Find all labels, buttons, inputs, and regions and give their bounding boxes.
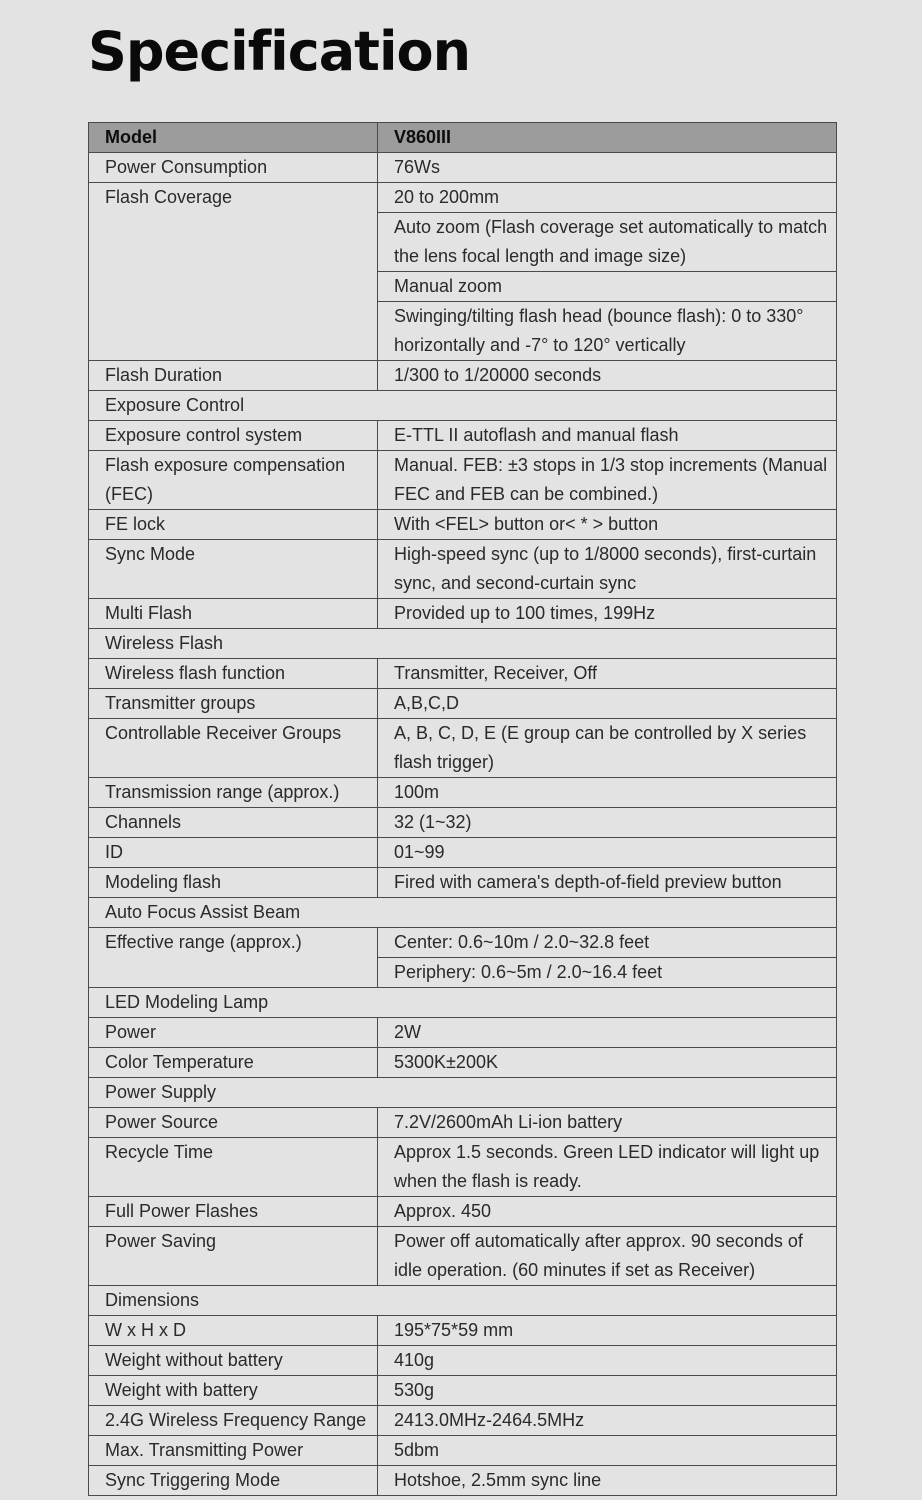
section-heading: Wireless Flash — [89, 629, 837, 659]
page-title: Specification — [88, 20, 471, 83]
row-label: 2.4G Wireless Frequency Range — [89, 1406, 378, 1436]
row-label: Wireless flash function — [89, 659, 378, 689]
row-value: Transmitter, Receiver, Off — [378, 659, 837, 689]
table-row — [89, 1406, 837, 1436]
table-row — [89, 421, 837, 451]
row-label: Power Source — [89, 1108, 378, 1138]
section-heading: LED Modeling Lamp — [89, 988, 837, 1018]
row-label: Controllable Receiver Groups — [89, 719, 378, 778]
row-value: A, B, C, D, E (E group can be controlled by X series flash trigger) — [378, 719, 837, 778]
row-value: 2413.0MHz-2464.5MHz — [378, 1406, 837, 1436]
row-value: Manual zoom — [378, 272, 837, 302]
row-value: Approx 1.5 seconds. Green LED indicator will light up when the flash is ready. — [378, 1138, 837, 1197]
row-value: 76Ws — [378, 153, 837, 183]
row-label: ID — [89, 838, 378, 868]
table-row — [89, 451, 837, 510]
row-label: Weight without battery — [89, 1346, 378, 1376]
row-value: 2W — [378, 1018, 837, 1048]
row-value: 32 (1~32) — [378, 808, 837, 838]
row-label: Flash Duration — [89, 361, 378, 391]
table-row — [89, 1466, 837, 1496]
row-label: Full Power Flashes — [89, 1197, 378, 1227]
section-row — [89, 1078, 837, 1108]
row-label: Sync Triggering Mode — [89, 1466, 378, 1496]
table-row — [89, 778, 837, 808]
row-label: Transmission range (approx.) — [89, 778, 378, 808]
section-row — [89, 988, 837, 1018]
table-row — [89, 1108, 837, 1138]
table-row — [89, 599, 837, 629]
table-row — [89, 361, 837, 391]
table-header-row — [89, 123, 837, 153]
header-model-value: V860III — [378, 123, 837, 153]
section-heading: Dimensions — [89, 1286, 837, 1316]
section-heading: Power Supply — [89, 1078, 837, 1108]
row-label: Sync Mode — [89, 540, 378, 599]
row-value: 410g — [378, 1346, 837, 1376]
row-value: Swinging/tilting flash head (bounce flash): 0 to 330° horizontally and -7° to 120° vertically — [378, 302, 837, 361]
table-row — [89, 1376, 837, 1406]
row-value: Fired with camera's depth-of-field preview button — [378, 868, 837, 898]
row-value: 20 to 200mm — [378, 183, 837, 213]
row-value: With <FEL> button or< * > button — [378, 510, 837, 540]
table-row — [89, 183, 837, 213]
table-row — [89, 1346, 837, 1376]
row-value: Power off automatically after approx. 90 seconds of idle operation. (60 minutes if set as Receiver) — [378, 1227, 837, 1286]
spec-table — [88, 122, 837, 1496]
row-label: Power Consumption — [89, 153, 378, 183]
section-row — [89, 898, 837, 928]
row-value: 195*75*59 mm — [378, 1316, 837, 1346]
row-value: Approx. 450 — [378, 1197, 837, 1227]
table-row — [89, 1436, 837, 1466]
table-row — [89, 510, 837, 540]
table-row — [89, 153, 837, 183]
table-row — [89, 1197, 837, 1227]
row-value: Manual. FEB: ±3 stops in 1/3 stop increments (Manual FEC and FEB can be combined.) — [378, 451, 837, 510]
table-row — [89, 928, 837, 958]
row-label: Multi Flash — [89, 599, 378, 629]
row-value: Center: 0.6~10m / 2.0~32.8 feet — [378, 928, 837, 958]
table-row — [89, 659, 837, 689]
row-label: Color Temperature — [89, 1048, 378, 1078]
row-label: Power — [89, 1018, 378, 1048]
table-row — [89, 808, 837, 838]
table-row — [89, 719, 837, 778]
row-label: Exposure control system — [89, 421, 378, 451]
row-label: W x H x D — [89, 1316, 378, 1346]
row-label: Recycle Time — [89, 1138, 378, 1197]
section-row — [89, 1286, 837, 1316]
row-label: Power Saving — [89, 1227, 378, 1286]
row-value: 5dbm — [378, 1436, 837, 1466]
table-row — [89, 868, 837, 898]
row-label: Flash exposure compensation (FEC) — [89, 451, 378, 510]
section-heading: Auto Focus Assist Beam — [89, 898, 837, 928]
row-label: Effective range (approx.) — [89, 928, 378, 988]
row-value: Provided up to 100 times, 199Hz — [378, 599, 837, 629]
table-row — [89, 689, 837, 719]
row-value: 100m — [378, 778, 837, 808]
section-heading: Exposure Control — [89, 391, 837, 421]
row-value: Hotshoe, 2.5mm sync line — [378, 1466, 837, 1496]
row-label: Weight with battery — [89, 1376, 378, 1406]
row-value: E-TTL II autoflash and manual flash — [378, 421, 837, 451]
table-row — [89, 540, 837, 599]
table-row — [89, 1138, 837, 1197]
section-row — [89, 629, 837, 659]
row-label: Max. Transmitting Power — [89, 1436, 378, 1466]
row-value: A,B,C,D — [378, 689, 837, 719]
row-value: 7.2V/2600mAh Li-ion battery — [378, 1108, 837, 1138]
row-value: Periphery: 0.6~5m / 2.0~16.4 feet — [378, 958, 837, 988]
row-value: Auto zoom (Flash coverage set automatically to match the lens focal length and image size) — [378, 213, 837, 272]
table-row — [89, 1316, 837, 1346]
row-value: 1/300 to 1/20000 seconds — [378, 361, 837, 391]
header-model-label: Model — [89, 123, 378, 153]
row-label: Flash Coverage — [89, 183, 378, 361]
table-row — [89, 1227, 837, 1286]
row-label: Channels — [89, 808, 378, 838]
row-label: Modeling flash — [89, 868, 378, 898]
row-label: Transmitter groups — [89, 689, 378, 719]
row-value: 01~99 — [378, 838, 837, 868]
table-row — [89, 1048, 837, 1078]
row-value: 530g — [378, 1376, 837, 1406]
row-value: 5300K±200K — [378, 1048, 837, 1078]
table-row — [89, 1018, 837, 1048]
row-label: FE lock — [89, 510, 378, 540]
row-value: High-speed sync (up to 1/8000 seconds), first-curtain sync, and second-curtain sync — [378, 540, 837, 599]
table-row — [89, 838, 837, 868]
section-row — [89, 391, 837, 421]
